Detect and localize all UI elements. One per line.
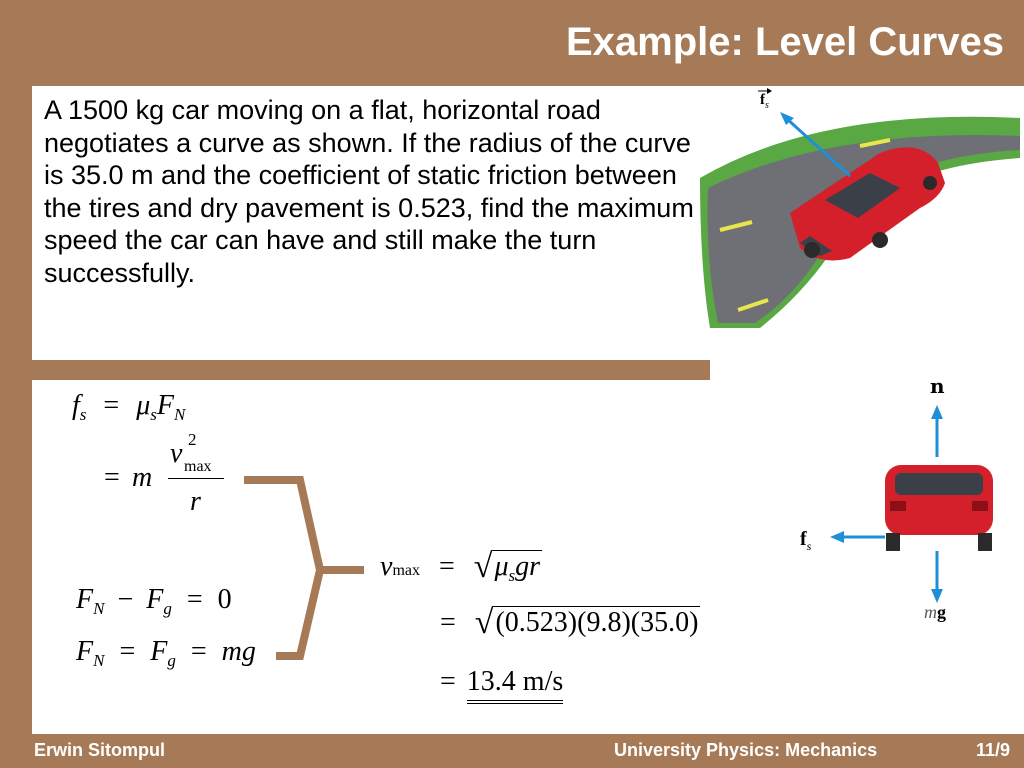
label-n: n (930, 374, 945, 398)
label-fs-side: $f_s$ (800, 528, 812, 553)
equation-normal-balance: $F_N - F_g = 0$ (76, 584, 232, 618)
footer-author: Erwin Sitompul (34, 740, 166, 760)
final-answer: 13.4 m/s (467, 666, 563, 704)
free-body-diagram (790, 395, 1010, 625)
footer-course: University Physics: Mechanics (614, 740, 878, 760)
road-car-illustration (700, 88, 1020, 338)
page-number: 11/9 (976, 740, 1011, 760)
vector-arrow-fs-top (758, 88, 772, 94)
result-substitution: = √(0.523)(9.8)(35.0) (440, 604, 699, 641)
bracket-connector (240, 470, 370, 670)
result-vmax-formula: $vmax = √\mu_sgr$ (380, 548, 541, 585)
fraction-bar (168, 478, 224, 479)
equation-friction: $f_s = \mu_sF_N$ (72, 390, 186, 424)
panel-right-strip (710, 360, 1024, 382)
car-rear-view (885, 465, 993, 551)
equation-centripetal: = m v 2 max r (104, 428, 244, 518)
slide-title: Example: Level Curves (566, 20, 1004, 64)
label-mg: mg (924, 602, 946, 622)
footer (0, 732, 1024, 768)
equation-normal-force: $F_N = F_g$ = mg (76, 636, 256, 670)
result-final: = 13.4 m/s (440, 666, 563, 704)
problem-text: A 1500 kg car moving on a flat, horizontal road negotiates a curve as shown. If the radius of the curve is 35.0 m and the coefficient of static friction between the tires and dry pavement is 0.523, find the maximum speed the car can have and still make the turn successfully. (44, 95, 694, 288)
fs-label-top: $f_s$ (760, 92, 769, 111)
